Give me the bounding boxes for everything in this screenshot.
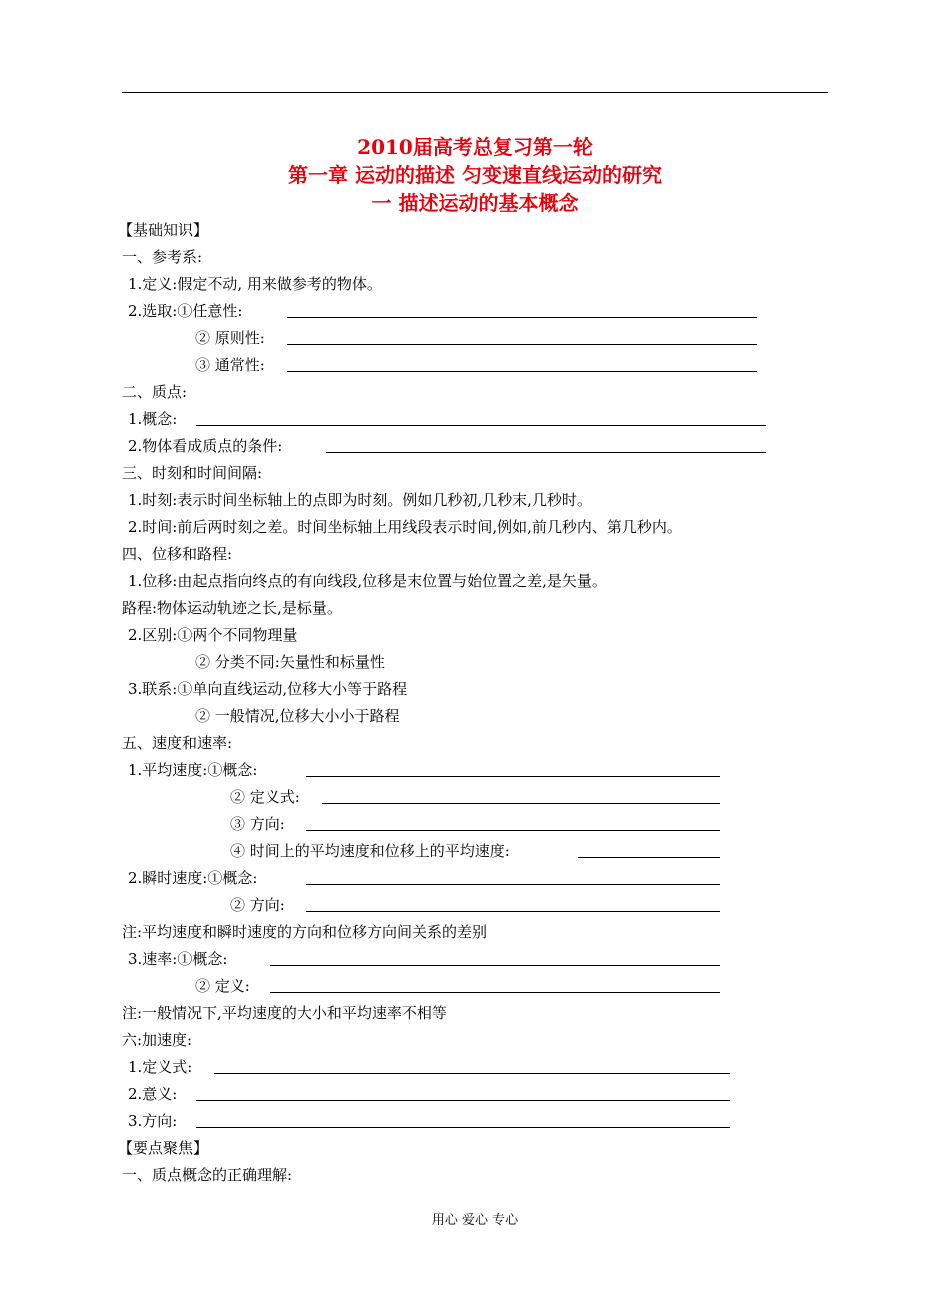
s4-line-6: ② 一般情况,位移大小小于路程: [195, 707, 400, 725]
s6-line-3: 3.方向:: [128, 1112, 178, 1130]
s4-line-4: ② 分类不同:矢量性和标量性: [195, 653, 385, 671]
s4-heading: 四、位移和路程:: [122, 545, 233, 563]
fill-blank[interactable]: [196, 1100, 730, 1101]
s5-line-7: 3.速率:①概念:: [128, 950, 228, 968]
header-rule: [122, 92, 828, 93]
fill-blank[interactable]: [578, 857, 720, 858]
s1-line-3: ② 原则性:: [195, 329, 265, 347]
s4-line-5: 3.联系:①单向直线运动,位移大小等于路程: [128, 680, 408, 698]
s6-line-2: 2.意义:: [128, 1085, 178, 1103]
s2-line-2: 2.物体看成质点的条件:: [128, 437, 283, 455]
s5-line-6: ② 方向:: [230, 896, 285, 914]
s1-line-1: 1.定义:假定不动, 用来做参考的物体。: [128, 275, 382, 293]
s1-line-2: 2.选取:①任意性:: [128, 302, 243, 320]
s2-line-1: 1.概念:: [128, 410, 178, 428]
fill-blank[interactable]: [306, 776, 720, 777]
page-footer: 用心 爱心 专心: [431, 1213, 519, 1228]
s5-line-1: 1.平均速度:①概念:: [128, 761, 258, 779]
s3-heading: 三、时刻和时间间隔:: [122, 464, 263, 482]
s5-note-2: 注:一般情况下,平均速度的大小和平均速率不相等: [122, 1004, 447, 1022]
s5-heading: 五、速度和速率:: [122, 734, 233, 752]
s5-line-5: 2.瞬时速度:①概念:: [128, 869, 258, 887]
s2-heading: 二、质点:: [122, 383, 188, 401]
fill-blank[interactable]: [306, 830, 720, 831]
basics-heading: 【基础知识】: [118, 221, 209, 239]
s6-line-1: 1.定义式:: [128, 1058, 193, 1076]
fill-blank[interactable]: [306, 911, 720, 912]
fill-blank[interactable]: [196, 1127, 730, 1128]
s5-line-3: ③ 方向:: [230, 815, 285, 833]
fill-blank[interactable]: [270, 992, 720, 993]
fill-blank[interactable]: [270, 965, 720, 966]
s6-heading: 六:加速度:: [122, 1031, 193, 1049]
focus-heading: 【要点聚焦】: [118, 1139, 209, 1157]
s4-line-1: 1.位移:由起点指向终点的有向线段,位移是末位置与始位置之差,是矢量。: [128, 572, 607, 590]
section-title: 一 描述运动的基本概念: [371, 191, 579, 215]
s5-note-1: 注:平均速度和瞬时速度的方向和位移方向间关系的差别: [122, 923, 488, 941]
fill-blank[interactable]: [306, 884, 720, 885]
s1-line-4: ③ 通常性:: [195, 356, 265, 374]
fill-blank[interactable]: [322, 803, 720, 804]
fill-blank[interactable]: [214, 1073, 730, 1074]
s4-line-3: 2.区别:①两个不同物理量: [128, 626, 298, 644]
fill-blank[interactable]: [326, 452, 766, 453]
f1-heading: 一、质点概念的正确理解:: [122, 1166, 293, 1184]
fill-blank[interactable]: [196, 425, 766, 426]
s5-line-4: ④ 时间上的平均速度和位移上的平均速度:: [230, 842, 510, 860]
s5-line-2: ② 定义式:: [230, 788, 300, 806]
chapter-title: 第一章 运动的描述 匀变速直线运动的研究: [288, 163, 662, 187]
s3-line-1: 1.时刻:表示时间坐标轴上的点即为时刻。例如几秒初,几秒末,几秒时。: [128, 491, 592, 509]
s3-line-2: 2.时间:前后两时刻之差。时间坐标轴上用线段表示时间,例如,前几秒内、第几秒内。: [128, 518, 682, 536]
s4-line-2: 路程:物体运动轨迹之长,是标量。: [122, 599, 342, 617]
s1-heading: 一、参考系:: [122, 248, 203, 266]
s5-line-8: ② 定义:: [195, 977, 250, 995]
fill-blank[interactable]: [287, 371, 757, 372]
fill-blank[interactable]: [287, 317, 757, 318]
fill-blank[interactable]: [287, 344, 757, 345]
doc-title: 2010届高考总复习第一轮: [357, 135, 593, 159]
